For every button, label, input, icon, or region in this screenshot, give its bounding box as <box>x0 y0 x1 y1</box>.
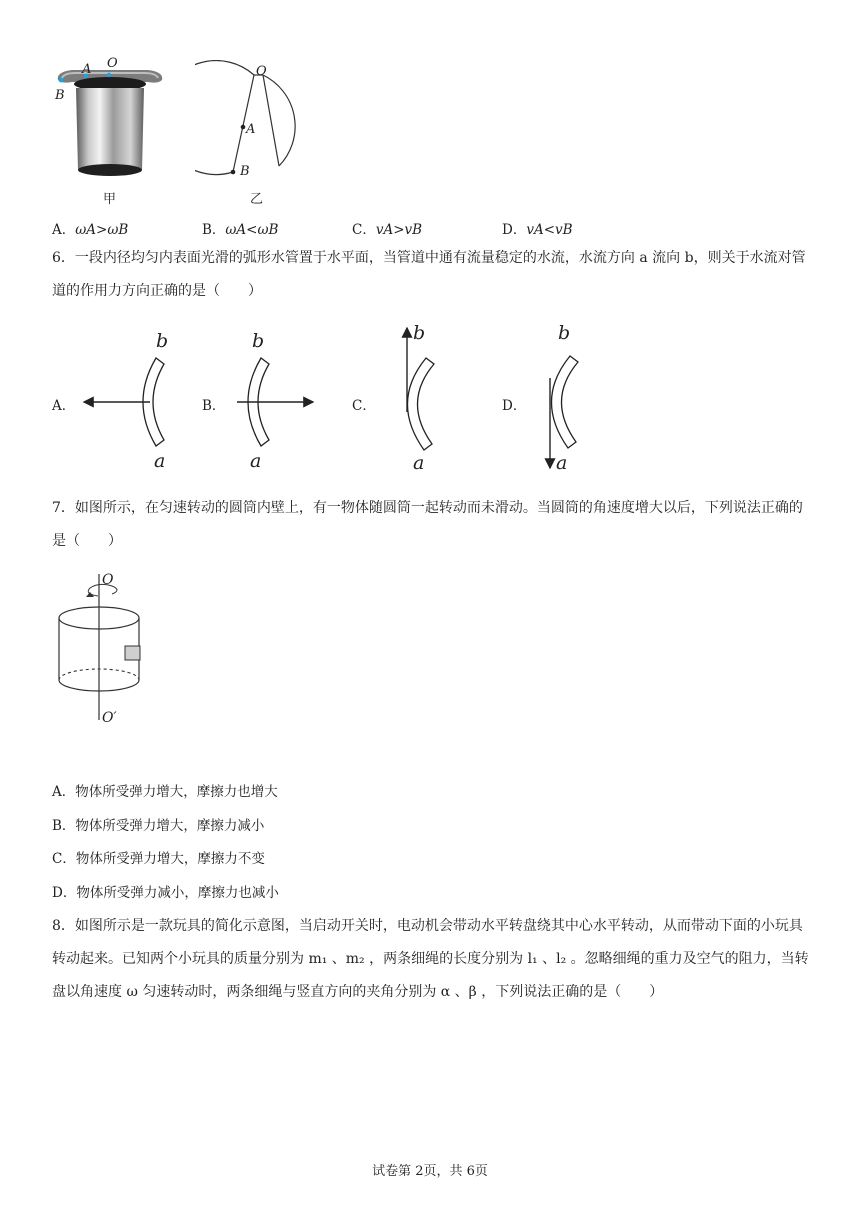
q5-option-c[interactable]: C．vA>vB <box>352 222 423 238</box>
q5-option-a[interactable]: A．ωA>ωB <box>52 222 129 238</box>
rotating-cylinder-figure <box>50 570 160 730</box>
axis-label-O-prime: O′ <box>102 710 117 726</box>
page-footer: 试卷第 2页，共 6页 <box>372 1164 488 1179</box>
q6-option-a-letter[interactable]: A． <box>52 398 76 414</box>
q6-option-c-label-b: b <box>413 322 426 344</box>
q6-option-c-letter[interactable]: C． <box>352 398 376 414</box>
q6-option-b-label-b: b <box>252 330 265 352</box>
q6-option-a-label-a: a <box>154 450 166 472</box>
q6-option-c-label-a: a <box>413 452 425 474</box>
q6-option-b-letter[interactable]: B． <box>202 398 226 414</box>
axis-label-O: O <box>102 572 114 588</box>
q7-option-b[interactable]: B．物体所受弹力增大，摩擦力减小 <box>52 818 265 834</box>
q6-option-a-label-b: b <box>156 330 169 352</box>
q5-option-d[interactable]: D．vA<vB <box>502 222 573 238</box>
q6-option-d-letter[interactable]: D． <box>502 398 527 414</box>
q7-option-d[interactable]: D．物体所受弹力减小，摩擦力也减小 <box>52 885 279 901</box>
trash-can-photo <box>52 54 168 190</box>
q8-stem: 8．如图所示是一款玩具的简化示意图，当启动开关时，电动机会带动水平转盘绕其中心水平转动，从而带动下面的小玩具转动起来。已知两个小玩具的质量分别为 m₁ 、m₂ ，两条细绳的长度分别为 l₁ 、l₂ 。忽略细绳的重力及空气的阻力，当转盘以角速度 ω 匀速转动时，两条细绳与竖直方向的夹角分别为 α 、β ，下列说法正确的是（ ） <box>52 918 809 1000</box>
photo-label-B: B <box>55 88 65 103</box>
diagram-label-O: O <box>256 64 267 79</box>
q6-option-d-label-a: a <box>556 452 568 474</box>
figure-caption-yi: 乙 <box>250 192 264 207</box>
q6-option-d-label-b: b <box>558 322 571 344</box>
q6-option-d-figure[interactable] <box>530 322 610 474</box>
diagram-label-B: B <box>240 164 250 179</box>
q5-option-b[interactable]: B．ωA<ωB <box>202 222 279 238</box>
photo-label-O: O <box>107 56 118 71</box>
q7-stem: 7．如图所示，在匀速转动的圆筒内壁上，有一物体随圆筒一起转动而未滑动。当圆筒的角速度增大以后，下列说法正确的是（ ） <box>52 500 803 549</box>
q7-option-a[interactable]: A．物体所受弹力增大，摩擦力也增大 <box>52 784 278 800</box>
q6-stem: 6．一段内径均匀内表面光滑的弧形水管置于水平面，当管道中通有流量稳定的水流，水流方向 a 流向 b，则关于水流对管道的作用力方向正确的是（ ） <box>52 250 806 299</box>
q6-option-b-label-a: a <box>250 450 262 472</box>
q6-option-a-figure[interactable] <box>80 330 190 470</box>
q6-option-c-figure[interactable] <box>380 322 460 472</box>
q6-option-b-figure[interactable] <box>225 330 335 470</box>
diagram-label-A: A <box>246 122 256 137</box>
q7-option-c[interactable]: C．物体所受弹力增大，摩擦力不变 <box>52 851 265 867</box>
figure-caption-jia: 甲 <box>103 192 117 207</box>
photo-label-A: A <box>82 62 92 77</box>
